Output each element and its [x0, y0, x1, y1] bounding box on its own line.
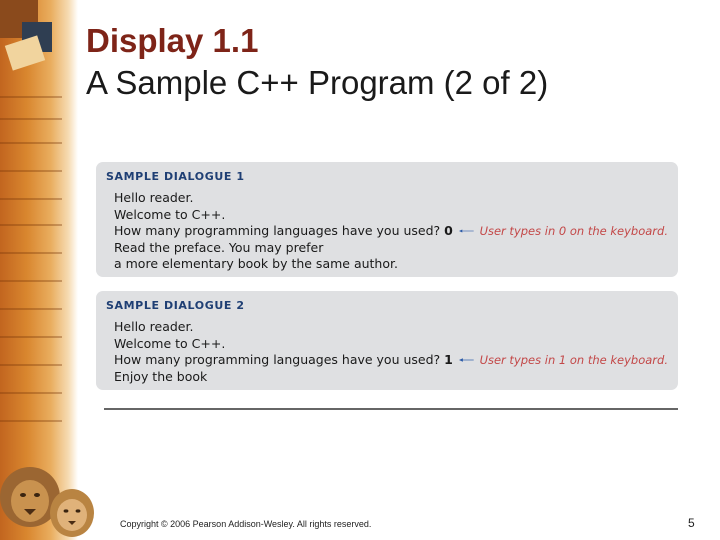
dialogue-line-question: [106, 352, 668, 369]
logo-square-cream: [5, 35, 45, 70]
dialogue-line-text: How many programming languages have you used?: [114, 352, 441, 368]
bar-stripe: [0, 198, 62, 200]
dialogue-line-text: Hello reader.: [114, 190, 194, 205]
sample-dialogue-1-panel: [96, 162, 678, 277]
dialogue-line-question: [106, 223, 668, 240]
title-display-number: Display 1.1: [86, 22, 259, 59]
dialogue-line: [106, 190, 668, 207]
page-number: 5: [688, 516, 695, 530]
bar-stripe: [0, 364, 62, 366]
page-title: [86, 20, 548, 104]
user-input-annotation: User types in 0 on the keyboard.: [479, 224, 668, 239]
left-arrow-icon: [459, 226, 474, 236]
bar-stripe: [0, 224, 62, 226]
dialogue-line: [106, 336, 668, 353]
sample-dialogue-2-panel: [96, 291, 678, 390]
typed-input-value: 1: [444, 352, 453, 368]
bar-stripe: [0, 252, 62, 254]
typed-input-value: 0: [444, 223, 453, 239]
dialogue-line-text: Hello reader.: [114, 319, 194, 334]
user-input-annotation: User types in 1 on the keyboard.: [479, 353, 668, 368]
horizontal-divider: [104, 408, 678, 410]
copyright-notice: Copyright © 2006 Pearson Addison-Wesley. All rights reserved.: [120, 519, 372, 529]
dialogue-line-text: Read the preface. You may prefer: [114, 239, 324, 255]
title-subtitle: A Sample C++ Program (2 of 2): [86, 64, 549, 101]
corner-logo-squares: [0, 0, 80, 80]
dialogue-line-text: a more elementary book by the same author.: [114, 256, 398, 272]
dialogue-line: [106, 369, 668, 386]
dialogue-line-text: Welcome to C++.: [114, 206, 226, 222]
sample-dialogue-1-heading: SAMPLE DIALOGUE 1: [106, 170, 245, 183]
dialogue-line-text: How many programming languages have you used?: [114, 223, 441, 239]
dialogue-line: [106, 319, 668, 336]
dialogue-line: [106, 256, 668, 273]
bar-stripe: [0, 392, 62, 394]
bar-stripe: [0, 170, 62, 172]
bar-stripe: [0, 96, 62, 98]
lion-photo-icon: [0, 455, 110, 540]
bar-stripe: [0, 280, 62, 282]
bar-stripe: [0, 308, 62, 310]
bar-stripe: [0, 336, 62, 338]
left-arrow-icon: [459, 355, 474, 365]
bar-stripe: [0, 420, 62, 422]
dialogue-line-text: Enjoy the book: [114, 368, 208, 384]
bar-stripe: [0, 142, 62, 144]
dialogue-line: [106, 207, 668, 224]
sample-dialogue-2-heading: SAMPLE DIALOGUE 2: [106, 299, 245, 312]
dialogue-line-text: Welcome to C++.: [114, 335, 226, 351]
dialogue-line: [106, 240, 668, 257]
bar-stripe: [0, 118, 62, 120]
